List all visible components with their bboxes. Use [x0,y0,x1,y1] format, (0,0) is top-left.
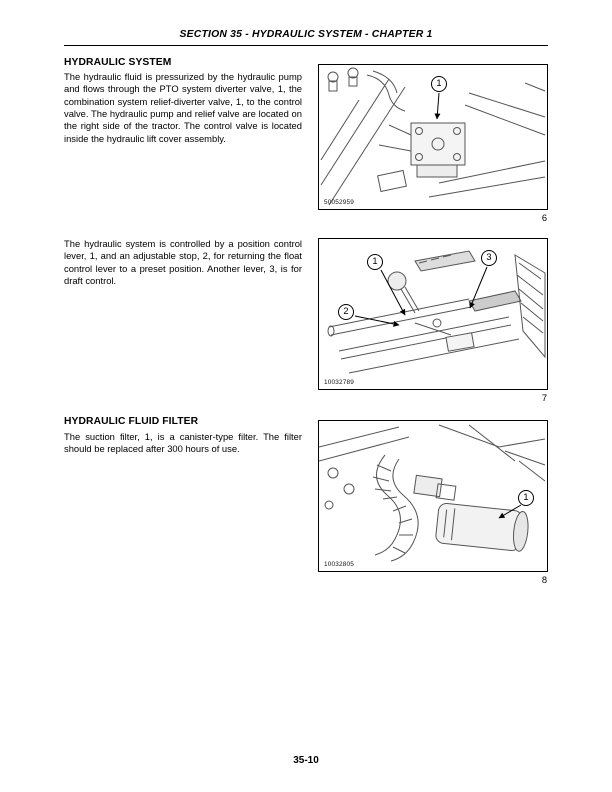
figure-8-drawing [319,421,547,571]
figure-7-frame [318,238,548,390]
figure-6 [318,64,548,223]
figure-7-callout-3: 3 [481,250,497,266]
figure-8 [318,420,548,585]
paragraph-position-control: The hydraulic system is controlled by a position control lever, 1, and an adjustable stop, 2, for returning the float control lever to a preset position. Another lever, 3, is for draft control. [64,238,302,287]
figure-8-frame [318,420,548,572]
section-heading-hydraulic-system: HYDRAULIC SYSTEM [64,57,172,68]
figure-7 [318,238,548,403]
figure-7-photo-id: 10032789 [324,379,355,386]
paragraph-hydraulic-fluid-filter: The suction filter, 1, is a canister-type filter. The filter should be replaced after 300 hours of use. [64,431,302,455]
section-heading-hydraulic-fluid-filter: HYDRAULIC FLUID FILTER [64,416,199,427]
figure-7-number: 7 [541,393,547,403]
figure-7-callout-1: 1 [367,254,383,270]
figure-6-photo-id: 50052959 [324,199,355,206]
figure-7-callout-2: 2 [338,304,354,320]
page-header-title: SECTION 35 - HYDRAULIC SYSTEM - CHAPTER 1 [179,29,433,40]
header-rule [64,45,548,46]
figure-8-callout-1: 1 [518,490,534,506]
figure-8-number: 8 [541,575,547,585]
paragraph-hydraulic-system: The hydraulic fluid is pressurized by the hydraulic pump and flows through the PTO system diverter valve, 1, the combination system relief-diverter valve, 1, to the control valve. The hydraulic pump and relief valve are located on the right side of the tractor. The control valve is located inside the hydraulic lift cover assembly. [64,71,302,144]
figure-6-number: 6 [541,213,547,223]
figure-8-photo-id: 10032805 [324,561,355,568]
figure-6-frame [318,64,548,210]
figure-6-callout-1: 1 [431,76,447,92]
page-number: 35-10 [293,755,319,766]
